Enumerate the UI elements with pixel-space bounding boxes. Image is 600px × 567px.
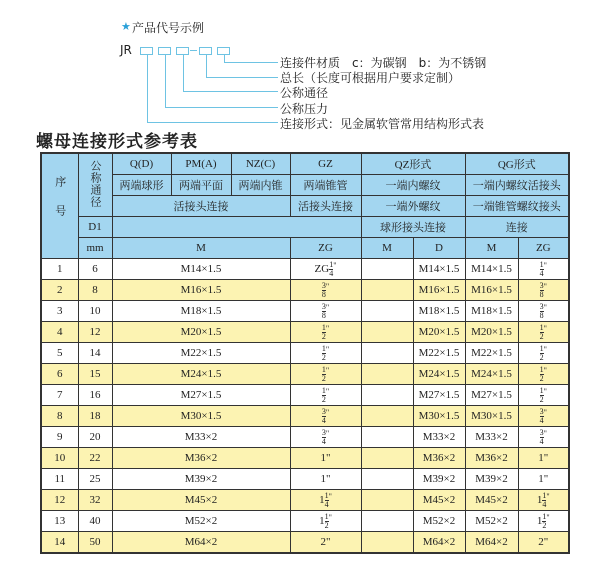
cell-qz-d: M22×1.5 bbox=[413, 343, 465, 364]
table-row bbox=[41, 469, 569, 490]
table-row bbox=[41, 385, 569, 406]
cell-gz: $\frac{1}{2}$ " bbox=[290, 364, 361, 385]
cell-qg-zg: $\frac{3}{4}$ " bbox=[518, 406, 569, 427]
cell-qz-m bbox=[361, 427, 413, 448]
cell-qg-zg: $\frac{3}{4}$ " bbox=[518, 427, 569, 448]
cell-qz-d: M52×2 bbox=[413, 511, 465, 532]
cell-qg-zg: $\frac{3}{8}$ " bbox=[518, 280, 569, 301]
header-qg-zg: ZG bbox=[518, 238, 569, 259]
table-row bbox=[41, 343, 569, 364]
cell-gz: $\frac{3}{4}$ " bbox=[290, 427, 361, 448]
code-dash bbox=[190, 50, 197, 51]
cell-qz-d: M14×1.5 bbox=[413, 259, 465, 280]
header-m: M bbox=[112, 238, 290, 259]
header-qg-desc: 一端内螺纹活接头 bbox=[465, 175, 569, 196]
cell-m: M39×2 bbox=[112, 469, 290, 490]
cell-no: 8 bbox=[41, 406, 78, 427]
cell-qg-zg: $\frac{3}{8}$ " bbox=[518, 301, 569, 322]
cell-qg-zg: 1 $\frac{1}{2}$ " bbox=[518, 511, 569, 532]
cell-m: M30×1.5 bbox=[112, 406, 290, 427]
fraction: $\frac{3}{8}$ bbox=[321, 301, 326, 320]
cell-qz-m bbox=[361, 280, 413, 301]
cell-dn: 6 bbox=[78, 259, 112, 280]
header-q-desc: 两端球形 bbox=[112, 175, 171, 196]
cell-qz-d: M64×2 bbox=[413, 532, 465, 554]
cell-qg-zg: 2" bbox=[518, 532, 569, 554]
cell-qg-m: M64×2 bbox=[465, 532, 518, 554]
table-row bbox=[41, 364, 569, 385]
fraction: $\frac{1}{2}$ bbox=[321, 322, 326, 341]
cell-qz-m bbox=[361, 385, 413, 406]
cell-m: M64×2 bbox=[112, 532, 290, 554]
code-box bbox=[158, 47, 171, 55]
cell-m: M14×1.5 bbox=[112, 259, 290, 280]
cell-qz-m bbox=[361, 364, 413, 385]
table-row bbox=[41, 406, 569, 427]
star-icon: ★ bbox=[121, 20, 131, 33]
cell-gz: 1 $\frac{1}{4}$ " bbox=[290, 490, 361, 511]
cell-qg-m: M22×1.5 bbox=[465, 343, 518, 364]
cell-m: M45×2 bbox=[112, 490, 290, 511]
fraction: $\frac{1}{2}$ bbox=[542, 511, 547, 530]
header-gz-conn: 活接头连接 bbox=[290, 196, 361, 217]
cell-m: M18×1.5 bbox=[112, 301, 290, 322]
cell-no: 7 bbox=[41, 385, 78, 406]
cell-m: M52×2 bbox=[112, 511, 290, 532]
code-prefix: JR bbox=[120, 43, 132, 57]
label-nominal-pressure: 公称压力 bbox=[280, 102, 329, 116]
cell-qg-m: M45×2 bbox=[465, 490, 518, 511]
fraction: $\frac{3}{4}$ bbox=[321, 406, 326, 425]
cell-dn: 8 bbox=[78, 280, 112, 301]
cell-no: 3 bbox=[41, 301, 78, 322]
cell-gz: 1 $\frac{1}{2}$ " bbox=[290, 511, 361, 532]
fraction: $\frac{1}{2}$ bbox=[324, 511, 329, 530]
cell-qg-m: M52×2 bbox=[465, 511, 518, 532]
table-row bbox=[41, 532, 569, 554]
cell-m: M33×2 bbox=[112, 427, 290, 448]
table-row bbox=[41, 322, 569, 343]
cell-dn: 12 bbox=[78, 322, 112, 343]
label-material: 连接件材质 c：为碳钢 b：为不锈钢 bbox=[280, 56, 487, 70]
fraction: $\frac{1}{2}$ bbox=[539, 385, 544, 404]
cell-no: 5 bbox=[41, 343, 78, 364]
cell-qg-zg: $\frac{1}{2}$ " bbox=[518, 343, 569, 364]
cell-dn: 32 bbox=[78, 490, 112, 511]
cell-qg-m: M30×1.5 bbox=[465, 406, 518, 427]
cell-qg-zg: 1" bbox=[518, 469, 569, 490]
header-qg-conn: 一端锥管螺纹接头 bbox=[465, 196, 569, 217]
code-box bbox=[217, 47, 230, 55]
header-qz: QZ形式 bbox=[361, 153, 465, 175]
cell-qg-zg: $\frac{1}{2}$ " bbox=[518, 364, 569, 385]
cell-qz-m bbox=[361, 259, 413, 280]
code-box bbox=[176, 47, 189, 55]
header-seq: 序号 bbox=[41, 153, 78, 259]
fraction: $\frac{1}{4}$ bbox=[542, 490, 547, 509]
cell-dn: 14 bbox=[78, 343, 112, 364]
diagram-heading: 产品代号示例 bbox=[132, 21, 205, 35]
cell-dn: 40 bbox=[78, 511, 112, 532]
cell-qz-d: M30×1.5 bbox=[413, 406, 465, 427]
table-row bbox=[41, 259, 569, 280]
cell-no: 1 bbox=[41, 259, 78, 280]
header-nominal: 公称通径 bbox=[78, 153, 112, 217]
label-length: 总长（长度可根据用户要求定制） bbox=[280, 71, 461, 85]
header-qg-m: M bbox=[465, 238, 518, 259]
fraction: $\frac{1}{2}$ bbox=[539, 322, 544, 341]
fraction: $\frac{3}{4}$ bbox=[539, 406, 544, 425]
header-qz-d: D bbox=[413, 238, 465, 259]
cell-qz-d: M16×1.5 bbox=[413, 280, 465, 301]
cell-qg-m: M39×2 bbox=[465, 469, 518, 490]
cell-no: 12 bbox=[41, 490, 78, 511]
fraction: $\frac{1}{2}$ bbox=[321, 385, 326, 404]
table-row bbox=[41, 448, 569, 469]
header-d1: D1 bbox=[78, 217, 112, 238]
cell-qg-zg: $\frac{1}{4}$ " bbox=[518, 259, 569, 280]
header-zg: ZG bbox=[290, 238, 361, 259]
fraction: $\frac{1}{2}$ bbox=[539, 343, 544, 362]
cell-gz: ZG $\frac{1}{4}$ " bbox=[290, 259, 361, 280]
cell-gz: 1" bbox=[290, 448, 361, 469]
cell-gz: $\frac{3}{8}$ " bbox=[290, 280, 361, 301]
cell-qz-m bbox=[361, 406, 413, 427]
cell-no: 13 bbox=[41, 511, 78, 532]
cell-qz-m bbox=[361, 490, 413, 511]
header-qz-desc: 一端内螺纹 bbox=[361, 175, 465, 196]
header-qz-m: M bbox=[361, 238, 413, 259]
cell-qg-zg: 1" bbox=[518, 448, 569, 469]
cell-qz-d: M18×1.5 bbox=[413, 301, 465, 322]
cell-m: M16×1.5 bbox=[112, 280, 290, 301]
header-qg-conn2: 连接 bbox=[465, 217, 569, 238]
cell-gz: $\frac{3}{4}$ " bbox=[290, 406, 361, 427]
fraction: $\frac{3}{4}$ bbox=[539, 427, 544, 446]
cell-m: M36×2 bbox=[112, 448, 290, 469]
cell-qz-m bbox=[361, 511, 413, 532]
fraction: $\frac{1}{4}$ bbox=[329, 259, 334, 278]
cell-dn: 20 bbox=[78, 427, 112, 448]
fraction: $\frac{1}{4}$ bbox=[324, 490, 329, 509]
cell-no: 6 bbox=[41, 364, 78, 385]
header-q: Q(D) bbox=[112, 153, 171, 175]
cell-no: 9 bbox=[41, 427, 78, 448]
cell-no: 4 bbox=[41, 322, 78, 343]
table-row bbox=[41, 427, 569, 448]
cell-qg-m: M14×1.5 bbox=[465, 259, 518, 280]
cell-m: M24×1.5 bbox=[112, 364, 290, 385]
cell-qg-m: M33×2 bbox=[465, 427, 518, 448]
cell-qz-m bbox=[361, 301, 413, 322]
page-title: 螺母连接形式参考表 bbox=[36, 132, 198, 152]
cell-qg-m: M16×1.5 bbox=[465, 280, 518, 301]
fraction: $\frac{1}{4}$ bbox=[539, 259, 544, 278]
cell-qz-d: M39×2 bbox=[413, 469, 465, 490]
cell-gz: $\frac{1}{2}$ " bbox=[290, 343, 361, 364]
cell-no: 14 bbox=[41, 532, 78, 554]
cell-gz: $\frac{1}{2}$ " bbox=[290, 322, 361, 343]
cell-qz-d: M33×2 bbox=[413, 427, 465, 448]
header-mm: mm bbox=[78, 238, 112, 259]
cell-qg-zg: $\frac{1}{2}$ " bbox=[518, 385, 569, 406]
cell-dn: 50 bbox=[78, 532, 112, 554]
cell-qg-m: M20×1.5 bbox=[465, 322, 518, 343]
cell-gz: 2" bbox=[290, 532, 361, 554]
table-row bbox=[41, 490, 569, 511]
cell-qz-d: M27×1.5 bbox=[413, 385, 465, 406]
header-nz-desc: 两端内锥 bbox=[231, 175, 290, 196]
label-nominal-diameter: 公称通径 bbox=[280, 86, 329, 100]
label-connection-type: 连接形式：见金属软管常用结构形式表 bbox=[280, 117, 485, 131]
cell-qz-d: M20×1.5 bbox=[413, 322, 465, 343]
header-empty bbox=[112, 217, 361, 238]
cell-qz-m bbox=[361, 469, 413, 490]
fraction: $\frac{3}{8}$ bbox=[539, 301, 544, 320]
cell-dn: 10 bbox=[78, 301, 112, 322]
table-row bbox=[41, 511, 569, 532]
header-qz-conn: 一端外螺纹 bbox=[361, 196, 465, 217]
cell-qg-m: M36×2 bbox=[465, 448, 518, 469]
fraction: $\frac{1}{2}$ bbox=[539, 364, 544, 383]
header-gz-desc: 两端锥管 bbox=[290, 175, 361, 196]
fraction: $\frac{3}{8}$ bbox=[321, 280, 326, 299]
cell-no: 2 bbox=[41, 280, 78, 301]
cell-qz-d: M36×2 bbox=[413, 448, 465, 469]
cell-qz-d: M24×1.5 bbox=[413, 364, 465, 385]
cell-dn: 16 bbox=[78, 385, 112, 406]
fraction: $\frac{3}{4}$ bbox=[321, 427, 326, 446]
header-pm: PM(A) bbox=[171, 153, 231, 175]
header-gz: GZ bbox=[290, 153, 361, 175]
cell-qz-m bbox=[361, 343, 413, 364]
fraction: $\frac{1}{2}$ bbox=[321, 343, 326, 362]
cell-m: M27×1.5 bbox=[112, 385, 290, 406]
cell-qg-m: M27×1.5 bbox=[465, 385, 518, 406]
cell-qz-m bbox=[361, 322, 413, 343]
cell-dn: 18 bbox=[78, 406, 112, 427]
cell-m: M22×1.5 bbox=[112, 343, 290, 364]
code-box bbox=[199, 47, 212, 55]
cell-qg-zg: 1 $\frac{1}{4}$ " bbox=[518, 490, 569, 511]
header-qz-conn2: 球形接头连接 bbox=[361, 217, 465, 238]
cell-gz: 1" bbox=[290, 469, 361, 490]
fraction: $\frac{1}{2}$ bbox=[321, 364, 326, 383]
header-nz: NZ(C) bbox=[231, 153, 290, 175]
cell-no: 11 bbox=[41, 469, 78, 490]
cell-qz-m bbox=[361, 532, 413, 554]
cell-qz-d: M45×2 bbox=[413, 490, 465, 511]
cell-no: 10 bbox=[41, 448, 78, 469]
cell-gz: $\frac{3}{8}$ " bbox=[290, 301, 361, 322]
cell-qz-m bbox=[361, 448, 413, 469]
header-left-conn: 活接头连接 bbox=[112, 196, 290, 217]
header-pm-desc: 两端平面 bbox=[171, 175, 231, 196]
header-qg: QG形式 bbox=[465, 153, 569, 175]
cell-dn: 22 bbox=[78, 448, 112, 469]
fraction: $\frac{3}{8}$ bbox=[539, 280, 544, 299]
table-row bbox=[41, 301, 569, 322]
cell-gz: $\frac{1}{2}$ " bbox=[290, 385, 361, 406]
cell-qg-m: M24×1.5 bbox=[465, 364, 518, 385]
cell-qg-m: M18×1.5 bbox=[465, 301, 518, 322]
cell-qg-zg: $\frac{1}{2}$ " bbox=[518, 322, 569, 343]
cell-m: M20×1.5 bbox=[112, 322, 290, 343]
nut-connection-table bbox=[40, 152, 570, 554]
cell-dn: 15 bbox=[78, 364, 112, 385]
code-box bbox=[140, 47, 153, 55]
cell-dn: 25 bbox=[78, 469, 112, 490]
table-row bbox=[41, 280, 569, 301]
